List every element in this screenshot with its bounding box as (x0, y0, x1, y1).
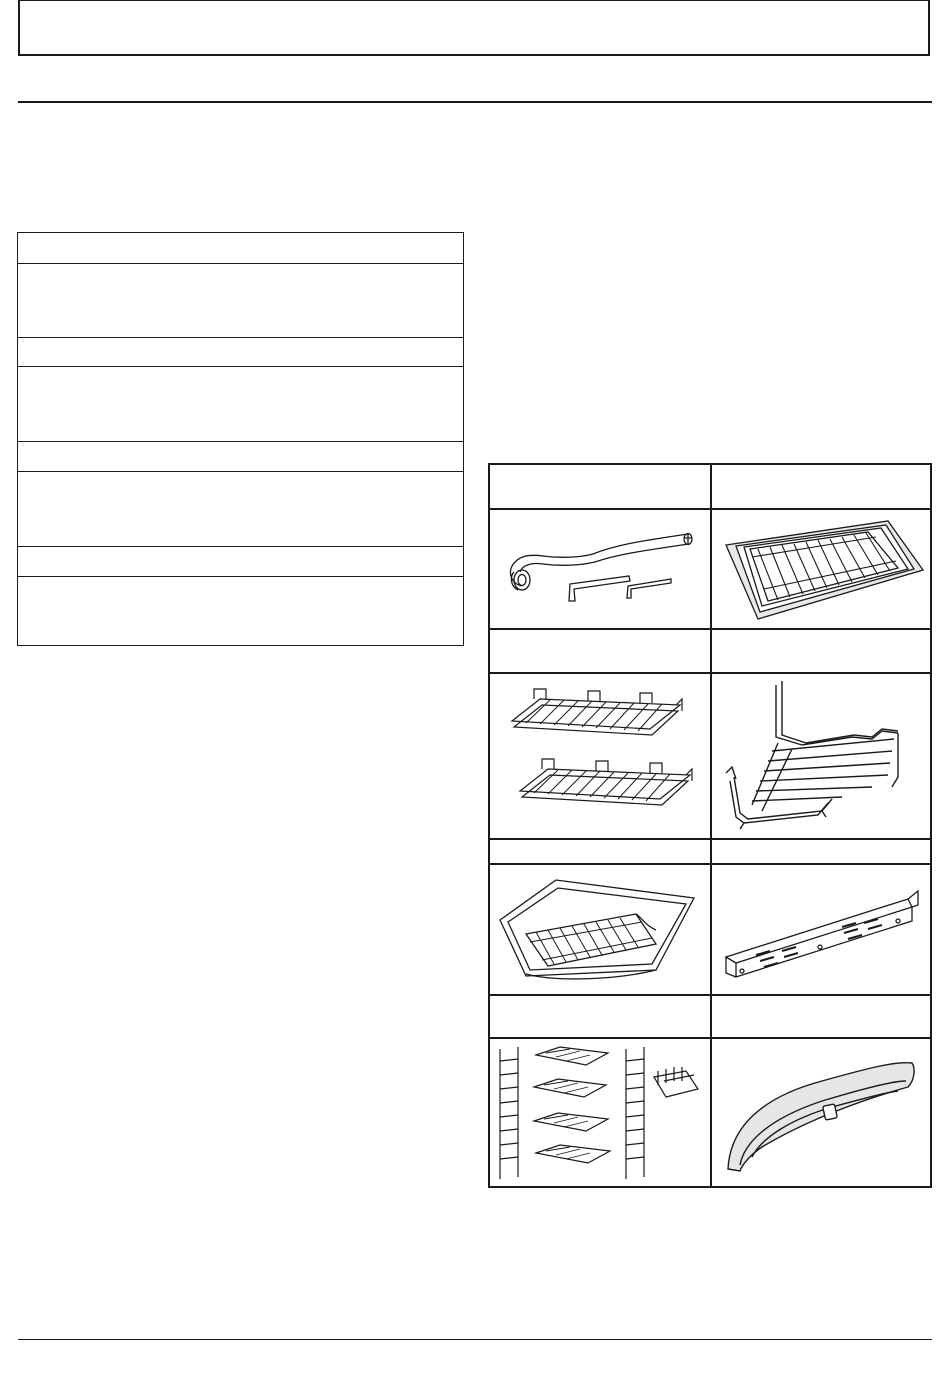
grid-line (490, 994, 930, 996)
grid-line (490, 863, 930, 865)
grid-line (490, 838, 930, 840)
rotisserie-rack-icon (722, 677, 922, 837)
oven-shelves-icon (500, 681, 700, 831)
spec-row-1-body (18, 264, 463, 338)
handle-trim-icon (722, 1047, 922, 1177)
grid-line (490, 628, 930, 630)
side-racks-and-shelves-icon (494, 1041, 708, 1185)
spec-row-2-header (18, 338, 463, 367)
plinth-panel-icon (722, 877, 922, 987)
grid-line (490, 508, 930, 510)
page-title-box (18, 0, 930, 56)
grid-divider (710, 465, 712, 1186)
spec-row-4-header (18, 547, 463, 577)
grid-line (490, 1037, 930, 1039)
spanner-and-allen-keys-icon (498, 520, 698, 620)
roasting-tin-with-rack-icon (496, 870, 706, 990)
spec-row-3-header (18, 442, 463, 472)
spec-row-2-body (18, 367, 463, 442)
grill-pan-with-rack-icon (718, 515, 928, 625)
accessories-grid (488, 463, 932, 1188)
section-divider (18, 101, 932, 103)
spec-row-3-body (18, 472, 463, 547)
grid-line (490, 672, 930, 674)
footer-divider (18, 1339, 932, 1340)
spec-row-1-header (18, 233, 463, 264)
specification-table (17, 232, 464, 646)
spec-row-4-body (18, 577, 463, 645)
